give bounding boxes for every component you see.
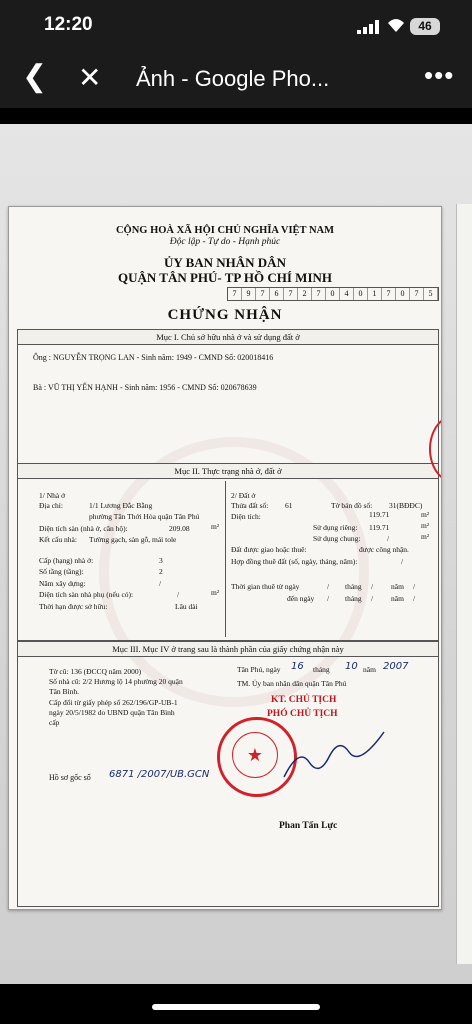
term-label: Thời hạn được sở hữu:: [39, 602, 108, 611]
stamp-emblem: ★: [232, 732, 278, 778]
motto: Độc lập - Tự do - Hạnh phúc: [169, 237, 281, 247]
lease-to-year: /: [413, 594, 416, 603]
navigation-bar: [0, 984, 472, 1024]
lease-to-day: /: [327, 594, 330, 603]
floors-value: 2: [159, 567, 163, 576]
serial-digit: 9: [242, 288, 256, 300]
old-district: Tân Bình.: [49, 687, 79, 696]
lease-to-label: đến ngày: [287, 594, 315, 603]
parcel-label: Thửa đất số:: [231, 501, 269, 510]
aux-area-unit: m²: [211, 588, 220, 597]
lease-from-label: Thời gian thuê từ ngày: [231, 582, 300, 591]
signing-month: 10: [345, 661, 358, 672]
image-viewer[interactable]: [0, 124, 472, 984]
serial-digit: 6: [270, 288, 284, 300]
serial-digit: 7: [382, 288, 396, 300]
term-value: Lâu dài: [175, 602, 198, 611]
reissue-note: Cấp đổi từ giấy phép số 262/196/GP-UB-1: [49, 698, 178, 707]
signature-mark: [279, 727, 389, 787]
certificate-title: CHỨNG NHẬN: [167, 307, 283, 323]
nation-header: CỘNG HOÀ XÃ HỘI CHỦ NGHĨA VIỆT NAM: [115, 225, 335, 236]
area-label: Diện tích:: [231, 512, 261, 521]
file-number-label: Hồ sơ gốc số: [49, 773, 91, 782]
aux-area-value: /: [177, 590, 180, 599]
home-indicator[interactable]: [152, 1004, 320, 1010]
reissue-date: ngày 20/5/1982 do UBND quận Tân Bình: [49, 708, 175, 717]
parcel-value: 61: [285, 501, 293, 510]
area-unit: m²: [421, 510, 430, 519]
lease-label: Hợp đồng thuê đất (số, ngày, tháng, năm):: [231, 557, 358, 566]
serial-digit: 7: [410, 288, 424, 300]
serial-digit: 1: [368, 288, 382, 300]
app-bar: [0, 52, 472, 108]
signing-month-label: tháng: [313, 665, 330, 674]
more-options-icon[interactable]: •••: [424, 60, 455, 90]
old-sheet: Tờ cũ: 136 (ĐCCQ năm 2000): [49, 667, 142, 676]
signing-day: 16: [291, 661, 304, 672]
map-value: 31(BĐĐC): [389, 501, 423, 510]
house-label: 1/ Nhà ở: [39, 491, 66, 500]
floors-label: Số tầng (tầng):: [39, 567, 84, 576]
status-bar: [0, 0, 472, 52]
section-2-divider: [225, 481, 226, 637]
back-icon[interactable]: ❮: [22, 60, 48, 93]
floor-area-unit: m²: [211, 522, 220, 531]
serial-digit: 7: [228, 288, 242, 300]
serial-digit: 4: [340, 288, 354, 300]
structure-label: Kết cấu nhà:: [39, 535, 77, 544]
kt-chairman: KT. CHỦ TỊCH: [271, 695, 337, 705]
lease-value: /: [401, 557, 404, 566]
adjacent-page-edge: [456, 204, 472, 964]
lease-to-year-label: năm: [391, 594, 404, 603]
area-value: 119.71: [369, 510, 390, 519]
land-label: 2/ Đất ở: [231, 491, 256, 500]
map-label: Tờ bản đồ số:: [331, 501, 373, 510]
signing-year: 2007: [383, 661, 409, 672]
common-use-value: /: [387, 534, 390, 543]
lease-from-year-label: năm: [391, 582, 404, 591]
lease-from-month: /: [371, 582, 374, 591]
aux-area-label: Diện tích sàn nhà phụ (nếu có):: [39, 590, 134, 599]
floor-area-label: Diện tích sàn (nhà ở, căn hộ):: [39, 524, 128, 533]
section-3-header: Mục III. Mục IV ở trang sau là thành phần của giấy chứng nhận này: [17, 641, 439, 657]
serial-digit: 7: [256, 288, 270, 300]
common-use-label: Sử dụng chung:: [313, 534, 361, 543]
floor-area-value: 209.08: [169, 524, 190, 533]
certificate-document: [8, 206, 442, 910]
build-year-label: Năm xây dựng:: [39, 579, 86, 588]
grade-label: Cấp (hạng) nhà ở:: [39, 556, 94, 565]
serial-digit: 7: [312, 288, 326, 300]
owner-2: Bà : VŨ THỊ YẾN HẠNH - Sinh năm: 1956 - CMND Số: 020678639: [33, 383, 257, 392]
serial-digit: 5: [424, 288, 438, 300]
battery-indicator: 46: [410, 18, 440, 35]
cellular-signal-icon: [357, 20, 379, 34]
lease-from-day: /: [327, 582, 330, 591]
lease-to-month: /: [371, 594, 374, 603]
file-number: 6871 /2007/UB.GCN: [109, 769, 210, 780]
signing-year-label: năm: [363, 665, 376, 674]
signing-place: Tân Phú, ngày: [237, 665, 281, 674]
owner-1: Ông : NGUYỄN TRỌNG LAN - Sinh năm: 1949 - CMND Số: 020018416: [33, 353, 274, 362]
section-1-box: [17, 344, 439, 464]
old-number: Số nhà cũ: 2/2 Hương lộ 14 phường 20 quận: [49, 677, 183, 686]
page-title: Ảnh - Google Pho...: [136, 66, 330, 91]
allocated-label: Đất được giao hoặc thuê:: [231, 545, 307, 554]
clock: 12:20: [44, 14, 93, 35]
lease-to-month-label: tháng: [345, 594, 362, 603]
grade-value: 3: [159, 556, 163, 565]
private-use-label: Sử dụng riêng:: [313, 523, 358, 532]
close-icon[interactable]: ✕: [78, 62, 102, 93]
org-district: QUẬN TÂN PHÚ- TP HỒ CHÍ MINH: [117, 270, 333, 285]
reissue-issued: cấp: [49, 718, 60, 727]
serial-digit: 0: [396, 288, 410, 300]
address-line-1: 1/1 Lương Đắc Bằng: [89, 501, 153, 510]
wifi-icon: [386, 17, 406, 33]
serial-digit: 0: [354, 288, 368, 300]
serial-number: [227, 287, 439, 301]
private-use-value: 119.71: [369, 523, 390, 532]
serial-digit: 0: [326, 288, 340, 300]
signer-name: Phan Tấn Lực: [279, 821, 338, 831]
lease-from-month-label: tháng: [345, 582, 362, 591]
org-name: ỦY BAN NHÂN DÂN: [164, 255, 286, 270]
lease-from-year: /: [413, 582, 416, 591]
section-2-header: Mục II. Thực trạng nhà ở, đất ở: [17, 463, 439, 479]
build-year-value: /: [159, 579, 162, 588]
serial-digit: 7: [284, 288, 298, 300]
private-use-unit: m²: [421, 521, 430, 530]
on-behalf: TM. Ủy ban nhân dân quận Tân Phú: [237, 679, 347, 688]
vice-chairman: PHÓ CHỦ TỊCH: [267, 709, 338, 719]
structure-value: Tường gạch, sàn gỗ, mái tole: [89, 535, 177, 544]
section-1-header: Mục I. Chủ sở hữu nhà ở và sử dụng đất ở: [17, 329, 439, 345]
address-line-2: phường Tân Thới Hòa quận Tân Phú: [89, 512, 200, 521]
allocated-value: được công nhận.: [359, 545, 409, 554]
common-use-unit: m²: [421, 532, 430, 541]
address-label: Địa chỉ:: [39, 501, 63, 510]
serial-digit: 2: [298, 288, 312, 300]
